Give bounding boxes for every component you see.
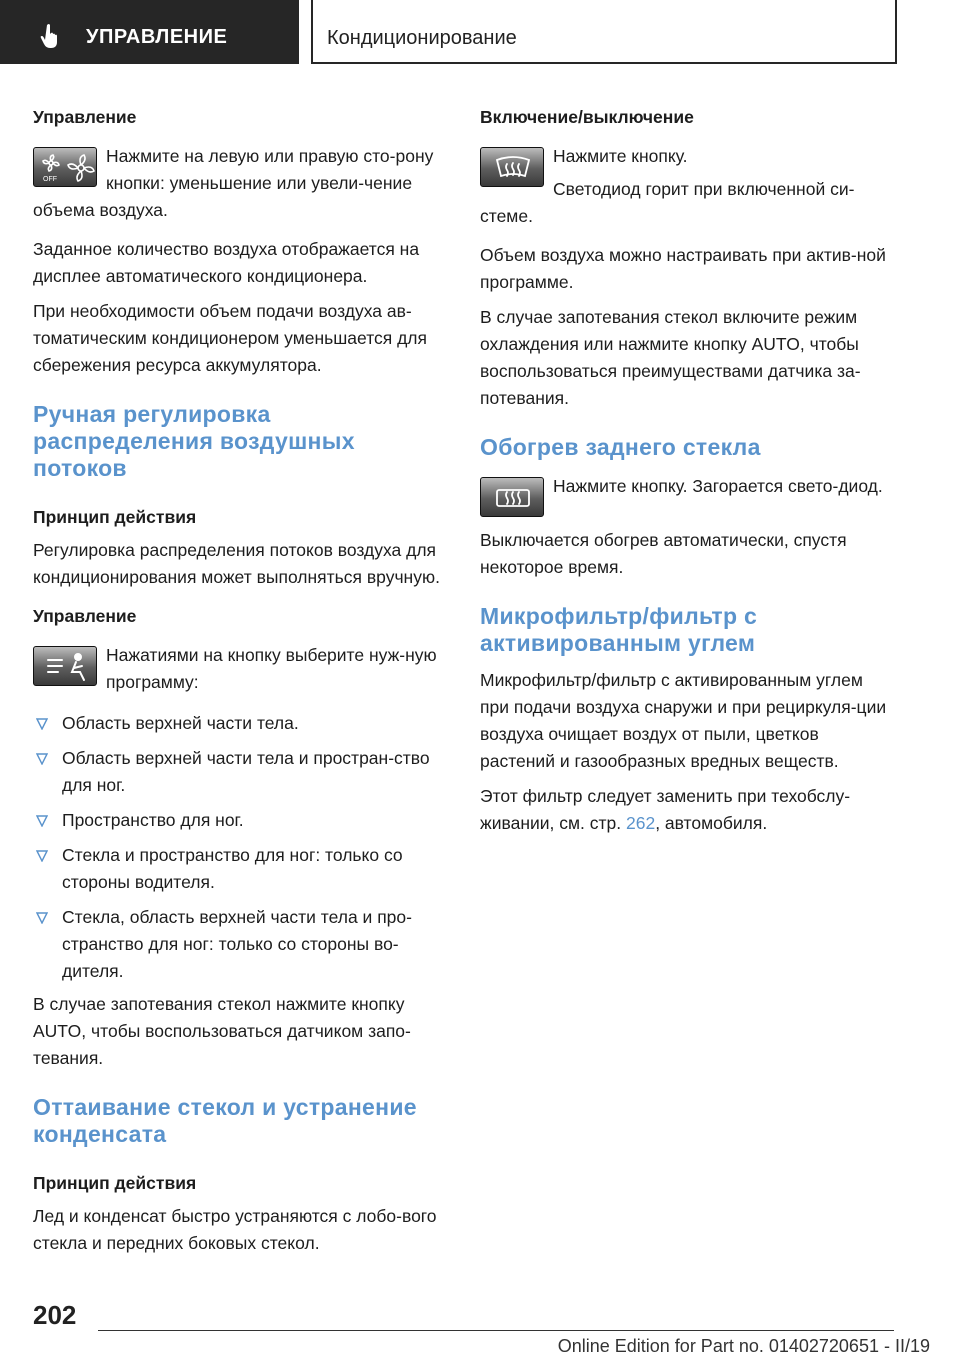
list-item-text: Пространство для ног.	[62, 810, 244, 830]
list-item	[33, 807, 448, 834]
section-heading-microfilter: Микрофильтр/фильтр с активированным углем	[480, 603, 758, 656]
rear-window-heating-icon	[481, 478, 545, 518]
paragraph: Объем воздуха можно настраивать при актив-ной программе.	[480, 245, 886, 292]
chapter-header	[311, 0, 897, 64]
program-list	[33, 710, 448, 985]
list-item	[33, 745, 448, 799]
section-tab	[0, 0, 299, 64]
paragraph: Микрофильтр/фильтр с активированным углем при подачи воздуха снаружи и при рециркуля-ции воздуха очищает воздух от пыли, цветков растений и газообразных вредных веществ.	[480, 670, 887, 771]
paragraph: Выключается обогрев автоматически, спустя некоторое время.	[480, 530, 847, 577]
section-heading-air-distribution: Ручная регулировка распределения воздушных потоков	[33, 401, 355, 481]
paragraph-text: , автомобиля.	[655, 813, 768, 833]
fan-icon	[34, 148, 98, 188]
fan-instruction: Нажмите на левую или правую сто-рону кнопки: уменьшение или увели-чение объема воздуха.	[33, 146, 434, 220]
subheading-principle: Принцип действия	[33, 507, 197, 527]
footer-divider	[98, 1330, 894, 1331]
rear-heating-instruction: Нажмите кнопку. Загорается свето-диод.	[553, 476, 883, 496]
air-distribution-instruction: Нажатиями на кнопку выберите нуж-ную программу:	[106, 645, 437, 692]
section-heading-defrost: Оттаивание стекол и устранение конденсата	[33, 1094, 417, 1147]
left-column	[33, 104, 448, 1257]
svg-text:OFF: OFF	[43, 176, 57, 183]
triangle-bullet-icon	[36, 815, 48, 827]
triangle-bullet-icon	[36, 912, 48, 924]
defrost-block	[480, 143, 895, 230]
chapter-title: Кондиционирование	[327, 27, 517, 49]
subheading-control: Управление	[33, 606, 137, 626]
list-item-text: Стекла, область верхней части тела и про-странство для ног: только со стороны во-дителя.	[62, 907, 412, 981]
paragraph	[480, 783, 895, 837]
air-distribution-button	[33, 646, 97, 686]
rear-window-heating-button	[480, 477, 544, 517]
list-item	[33, 904, 448, 985]
list-item-text: Стекла и пространство для ног: только со стороны водителя.	[62, 845, 403, 892]
subheading-on-off: Включение/выключение	[480, 107, 694, 127]
paragraph: Заданное количество воздуха отображается на дисплее автоматического кондиционера.	[33, 239, 420, 286]
paragraph: В случае запотевания стекол нажмите кнопку AUTO, чтобы воспользоваться датчиком запо-тевания.	[33, 994, 411, 1068]
subheading-control: Управление	[33, 107, 137, 127]
right-column	[480, 104, 895, 837]
subheading-principle: Принцип действия	[33, 1173, 197, 1193]
edition-note: Online Edition for Part no. 01402720651 - II/19	[557, 1336, 930, 1356]
section-label: УПРАВЛЕНИЕ	[86, 26, 228, 48]
list-item-text: Область верхней части тела и простран-ство для ног.	[62, 748, 430, 795]
paragraph: В случае запотевания стекол включите режим охлаждения или нажмите кнопку AUTO, чтобы воспользоваться преимуществами датчика за-потевания.	[480, 307, 861, 408]
paragraph-text: Этот фильтр следует заменить при техобслу-живании, см. стр.	[480, 786, 851, 833]
hand-pointer-icon	[38, 22, 64, 48]
windshield-defrost-icon	[481, 148, 545, 188]
triangle-bullet-icon	[36, 753, 48, 765]
fan-control-block	[33, 143, 448, 224]
defrost-instruction-2: Светодиод горит при включенной си-стеме.	[480, 179, 855, 226]
rear-heating-block	[480, 473, 895, 519]
paragraph: При необходимости объем подачи воздуха ав-томатическим кондиционером уменьшается для сбережения ресурса аккумулятора.	[33, 301, 427, 375]
triangle-bullet-icon	[36, 718, 48, 730]
list-item-text: Область верхней части тела.	[62, 713, 299, 733]
paragraph: Регулировка распределения потоков воздуха для кондиционирования может выполняться вручную.	[33, 540, 440, 587]
page-number: 202	[33, 1300, 77, 1330]
triangle-bullet-icon	[36, 850, 48, 862]
air-distribution-block	[33, 642, 448, 696]
defrost-button	[480, 147, 544, 187]
list-item	[33, 710, 448, 737]
page-link[interactable]: 262	[625, 813, 656, 833]
section-heading-rear-heating: Обогрев заднего стекла	[480, 434, 761, 460]
list-item	[33, 842, 448, 896]
defrost-instruction-1: Нажмите кнопку.	[553, 146, 688, 166]
paragraph: Лед и конденсат быстро устраняются с лобо-вого стекла и передних боковых стекол.	[33, 1206, 437, 1253]
air-distribution-icon	[34, 647, 98, 687]
fan-speed-button	[33, 147, 97, 187]
